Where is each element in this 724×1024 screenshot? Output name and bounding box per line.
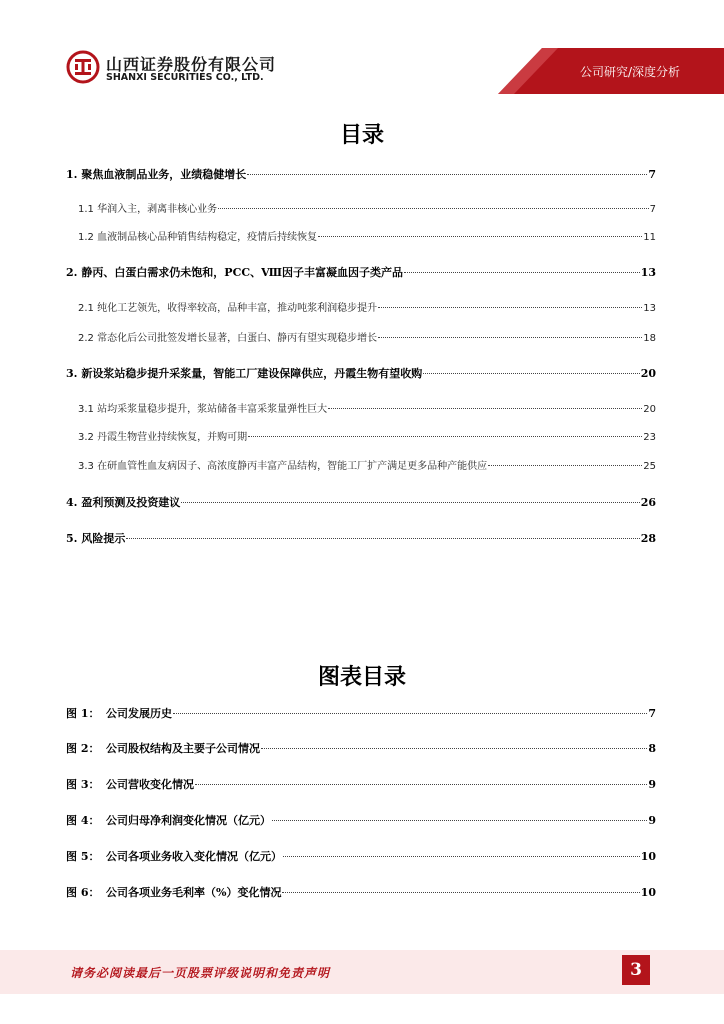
toc-entry[interactable]: 1.2 血液制品核心品种销售结构稳定，疫情后持续恢复 11	[78, 232, 656, 243]
toc-entry[interactable]: 1. 聚焦血液制品业务，业绩稳健增长 7	[66, 168, 656, 181]
figure-entry[interactable]: 图 5： 公司各项业务收入变化情况（亿元） 10	[66, 850, 656, 863]
company-name-cn: 山西证券股份有限公司	[106, 55, 277, 74]
page-number: 3	[622, 955, 650, 985]
figure-entry[interactable]: 图 4： 公司归母净利润变化情况（亿元） 9	[66, 814, 656, 827]
page-header	[0, 0, 724, 100]
toc-entry[interactable]: 2. 静丙、白蛋白需求仍未饱和，PCC、Ⅷ因子丰富凝血因子类产品 13	[66, 266, 656, 279]
shanxi-securities-logo-icon	[66, 50, 100, 84]
toc-entry[interactable]: 3.1 站均采浆量稳步提升，浆站储备丰富采浆量弹性巨大 20	[78, 404, 656, 415]
report-type: 公司研究/深度分析	[579, 65, 680, 79]
toc-entry[interactable]: 3.3 在研血管性血友病因子、高浓度静丙丰富产品结构，智能工厂扩产满足更多品种产能供应 25	[78, 461, 656, 472]
figure-entry[interactable]: 图 2： 公司股权结构及主要子公司情况 8	[66, 742, 656, 755]
figure-entry[interactable]: 图 6： 公司各项业务毛利率（%）变化情况 10	[66, 886, 656, 899]
toc-entry[interactable]: 3. 新设浆站稳步提升采浆量，智能工厂建设保障供应，丹霞生物有望收购 20	[66, 367, 656, 380]
toc-entry[interactable]: 1.1 华润入主，剥离非核心业务 7	[78, 204, 656, 215]
toc-title: 目录	[339, 122, 384, 148]
figures-title: 图表目录	[317, 664, 406, 690]
figure-entry[interactable]: 图 1： 公司发展历史 7	[66, 707, 656, 720]
toc-entry[interactable]: 5. 风险提示 28	[66, 532, 656, 545]
toc-entry[interactable]: 3.2 丹霞生物营业持续恢复，并购可期 23	[78, 432, 656, 443]
toc-entry[interactable]: 2.2 常态化后公司批签发增长显著，白蛋白、静丙有望实现稳步增长 18	[78, 333, 656, 344]
figure-entry[interactable]: 图 3： 公司营收变化情况 9	[66, 778, 656, 791]
company-name-en: SHANXI SECURITIES CO., LTD.	[106, 72, 264, 83]
disclaimer-text: 请务必阅读最后一页股票评级说明和免责声明	[70, 966, 331, 980]
toc-entry[interactable]: 4. 盈利预测及投资建议 26	[66, 496, 656, 509]
toc-entry[interactable]: 2.1 纯化工艺领先，收得率较高，品种丰富，推动吨浆利润稳步提升 13	[78, 303, 656, 314]
